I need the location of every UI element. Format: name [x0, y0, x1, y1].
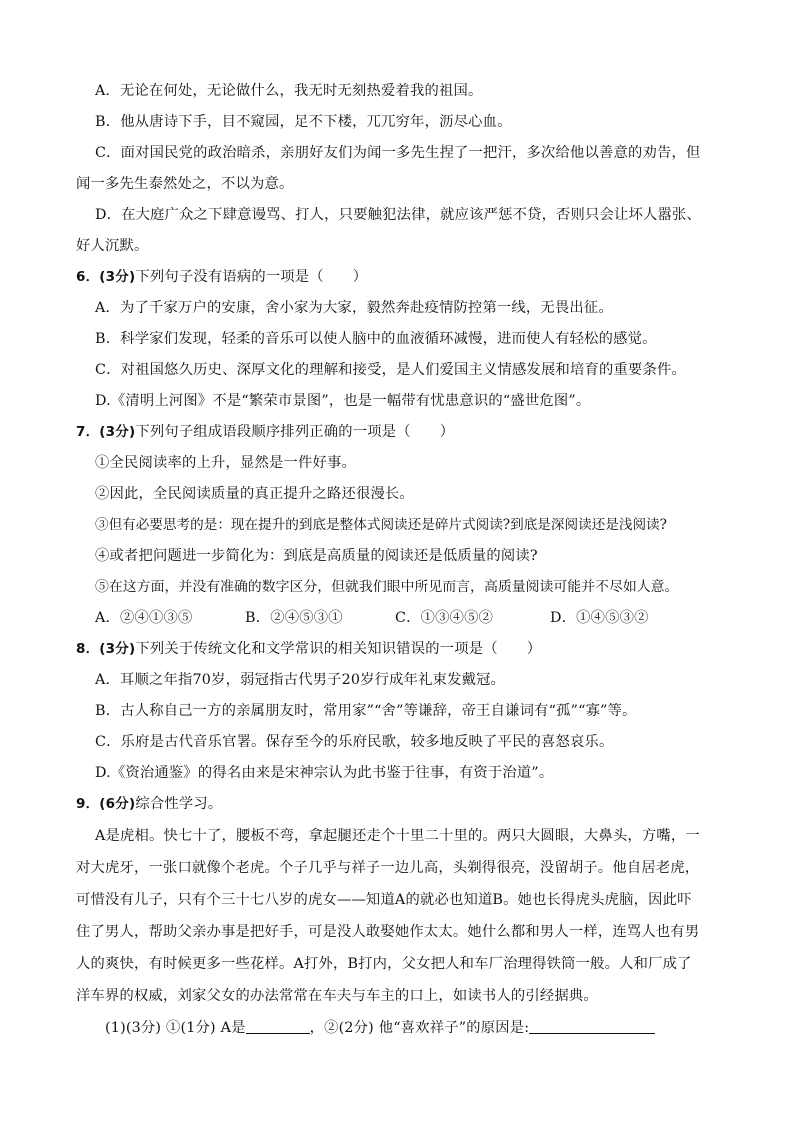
- q8-stem-text: 下列关于传统文化和文学常识的相关知识错误的一项是（ ）: [135, 641, 542, 657]
- q5-option-d-cont: 好人沉默。: [76, 238, 149, 254]
- q9-passage-line-1: A是虎相。快七十了，腰板不弯，拿起腿还走个十里二十里的。两只大圆眼，大鼻头，方嘴，一: [95, 828, 700, 844]
- q6-stem-text: 下列句子没有语病的一项是（ ）: [135, 269, 368, 285]
- q9-sub1-part1-text: A是: [220, 1020, 246, 1036]
- q8-option-a: A．耳顺之年指70岁，弱冠指古代男子20岁行成年礼束发戴冠。: [95, 672, 506, 688]
- q9-sub1-part1-mark: ①: [165, 1020, 181, 1036]
- q7-sentence-2: ②因此，全民阅读质量的真正提升之路还很漫长。: [95, 486, 414, 502]
- q8-option-d: D.《资治通鉴》的得名由来是宋神宗认为此书鉴于往事，有资于治道”。: [95, 765, 554, 781]
- q6-option-a: A．为了千家万户的安康，舍小家为大家，毅然奔赴疫情防控第一线，无畏出征。: [95, 300, 613, 316]
- q5-option-d: D．在大庭广众之下肆意谩骂、打人，只要触犯法律，就应该严惩不贷，否则只会让坏人嚣张、: [95, 207, 702, 223]
- q9-stem: [0, 790, 794, 818]
- q9-sub1-comma: ，: [309, 1020, 325, 1036]
- q9-score: (6分): [99, 796, 136, 812]
- q7-sentence-4: ④或者把问题进一步简化为：到底是高质量的阅读还是低质量的阅读?: [95, 548, 538, 564]
- q6-option-d: D.《清明上河图》不是“繁荣市景图”，也是一幅带有忧患意识的“盛世危图”。: [95, 393, 591, 409]
- q7-options: [0, 604, 794, 632]
- q8-option-b: B．古人称自己一方的亲属朋友时，常用家”“舍”等谦辞，帝王自谦词有“孤”“寡”等。: [95, 703, 637, 719]
- q6-option-b: B．科学家们发现，轻柔的音乐可以使人脑中的血液循环减慢，进而使人有轻松的感觉。: [95, 331, 657, 347]
- q9-sub1: [0, 1014, 794, 1042]
- q7-score: (3分): [99, 424, 136, 440]
- q8-option-c: C．乐府是古代音乐官署。保存至今的乐府民歌，较多地反映了平民的喜怒哀乐。: [95, 734, 614, 750]
- q7-sentence-3: ③但有必要思考的是：现在提升的到底是整体式阅读还是碎片式阅读?到底是深阅读还是浅阅读?: [95, 517, 667, 533]
- q5-option-a: A．无论在何处，无论做什么，我无时无刻热爱着我的祖国。: [95, 83, 483, 99]
- q9-passage-line-6: 洋车界的权威，刘家父女的办法常常在车夫与车主的口上，如读书人的引经据典。: [76, 988, 598, 1004]
- q5-option-b: B．他从唐诗下手，目不窥园，足不下楼，兀兀穷年，沥尽心血。: [95, 114, 512, 130]
- q9-passage-line-4: 住了男人，帮助父亲办事是把好手，可是没人敢娶她作太太。她什么都和男人一样，连骂人也有男: [76, 924, 700, 940]
- q7-option-c: C．①③④⑤②: [395, 610, 494, 626]
- q7-option-a: A．②④①③⑤: [95, 610, 193, 626]
- q9-sub1-answer-blank-1[interactable]: [246, 1015, 310, 1034]
- q9-sub1-part1-score: (1分): [180, 1020, 216, 1036]
- q9-stem-text: 综合性学习。: [135, 796, 223, 812]
- q9-sub1-score: (3分): [125, 1020, 162, 1036]
- q5-option-c-cont: 闻一多先生泰然处之，不以为意。: [76, 176, 294, 192]
- q9-sub1-part2-text: 他“喜欢祥子”的原因是:: [378, 1020, 530, 1036]
- q7-stem: [0, 418, 794, 446]
- q7-sentence-5: ⑤在这方面，并没有准确的数字区分，但就我们眼中所见而言，高质量阅读可能并不尽如人意。: [95, 579, 679, 595]
- q8-number: 8．: [76, 641, 100, 657]
- q9-sub1-label: (1): [105, 1020, 126, 1036]
- q5-option-c: C．面对国民党的政治暗杀，亲朋好友们为闻一多先生捏了一把汗，多次给他以善意的劝告，但: [95, 145, 701, 161]
- q9-passage-line-2: 对大虎牙，一张口就像个老虎。个子几乎与祥子一边儿高，头剃得很亮，没留胡子。他自居老虎，: [76, 860, 700, 876]
- q6-stem: [0, 263, 794, 291]
- q9-sub1-answer-blank-2[interactable]: [529, 1015, 655, 1034]
- q6-option-c: C．对祖国悠久历史、深厚文化的理解和接受，是人们爱国主义情感发展和培育的重要条件。: [95, 362, 687, 378]
- q7-sentence-1: ①全民阅读率的上升，显然是一件好事。: [95, 455, 356, 471]
- q9-passage-line-3: 可惜没有儿子，只有个三十七八岁的虎女——知道A的就必也知道B。她也长得虎头虎脑，因此吓: [76, 892, 692, 908]
- q7-stem-text: 下列句子组成语段顺序排列正确的一项是（ ）: [135, 424, 455, 440]
- q9-passage-line-5: 人的爽快，有时候更多一些花样。A打外，B打内，父女把人和车厂治理得铁筒一般。人和厂成了: [76, 956, 692, 972]
- q9-number: 9．: [76, 796, 100, 812]
- q8-score: (3分): [99, 641, 136, 657]
- q9-sub1-part2-score: (2分): [338, 1020, 374, 1036]
- q8-stem: [0, 635, 794, 663]
- q7-number: 7．: [76, 424, 100, 440]
- q6-number: 6．: [76, 269, 100, 285]
- q7-option-d: D．①④⑤③②: [550, 610, 649, 626]
- q9-sub1-part2-mark: ②: [324, 1020, 339, 1036]
- q6-score: (3分): [99, 269, 136, 285]
- q7-option-b: B．②④⑤③①: [245, 610, 343, 626]
